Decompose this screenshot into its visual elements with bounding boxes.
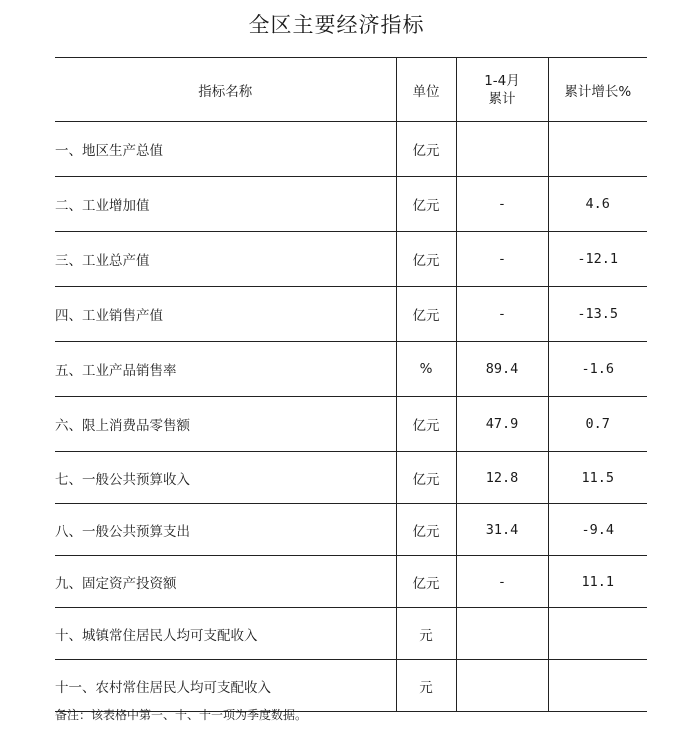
row-name: 三、工业总产值 xyxy=(55,232,396,287)
row-growth: 4.6 xyxy=(548,177,647,232)
row-cumulative: - xyxy=(456,177,548,232)
indicators-table xyxy=(55,57,647,712)
table-header-row xyxy=(55,58,647,122)
row-name: 六、限上消费品零售额 xyxy=(55,397,396,452)
table-footnote: 备注：该表格中第一、十、十一项为季度数据。 xyxy=(55,708,308,722)
row-unit: % xyxy=(396,342,456,397)
row-unit: 亿元 xyxy=(396,122,456,177)
table-row xyxy=(55,504,647,556)
row-cumulative: - xyxy=(456,556,548,608)
header-cumulative-period: 1-4月 xyxy=(484,72,520,89)
header-indicator-name: 指标名称 xyxy=(55,58,396,122)
header-unit: 单位 xyxy=(396,58,456,122)
row-cumulative: - xyxy=(456,232,548,287)
table-row xyxy=(55,177,647,232)
row-cumulative: 47.9 xyxy=(456,397,548,452)
row-unit: 元 xyxy=(396,608,456,660)
page-title: 全区主要经济指标 xyxy=(248,13,425,37)
row-name: 十、城镇常住居民人均可支配收入 xyxy=(55,608,396,660)
table-row xyxy=(55,660,647,712)
row-growth: -9.4 xyxy=(548,504,647,556)
row-growth xyxy=(548,608,647,660)
row-cumulative xyxy=(456,608,548,660)
row-name: 五、工业产品销售率 xyxy=(55,342,396,397)
row-cumulative xyxy=(456,122,548,177)
header-growth: 累计增长% xyxy=(548,58,647,122)
row-name: 九、固定资产投资额 xyxy=(55,556,396,608)
row-cumulative: 31.4 xyxy=(456,504,548,556)
row-growth: 11.5 xyxy=(548,452,647,504)
row-name: 四、工业销售产值 xyxy=(55,287,396,342)
row-name: 一、地区生产总值 xyxy=(55,122,396,177)
row-unit: 亿元 xyxy=(396,504,456,556)
row-name: 十一、农村常住居民人均可支配收入 xyxy=(55,660,396,712)
row-growth: 0.7 xyxy=(548,397,647,452)
row-growth: 11.1 xyxy=(548,556,647,608)
row-growth: -1.6 xyxy=(548,342,647,397)
row-cumulative: 12.8 xyxy=(456,452,548,504)
row-growth xyxy=(548,122,647,177)
table-row xyxy=(55,122,647,177)
row-unit: 亿元 xyxy=(396,556,456,608)
row-cumulative: - xyxy=(456,287,548,342)
row-unit: 亿元 xyxy=(396,452,456,504)
header-cumulative-label: 累计 xyxy=(488,90,516,107)
table-row xyxy=(55,287,647,342)
table-row xyxy=(55,342,647,397)
table-row xyxy=(55,556,647,608)
table-row xyxy=(55,608,647,660)
header-cumulative xyxy=(456,58,548,122)
table-row xyxy=(55,232,647,287)
row-unit: 亿元 xyxy=(396,232,456,287)
row-name: 二、工业增加值 xyxy=(55,177,396,232)
row-growth: -13.5 xyxy=(548,287,647,342)
row-unit: 元 xyxy=(396,660,456,712)
row-growth: -12.1 xyxy=(548,232,647,287)
table-row xyxy=(55,452,647,504)
row-cumulative: 89.4 xyxy=(456,342,548,397)
row-unit: 亿元 xyxy=(396,287,456,342)
row-unit: 亿元 xyxy=(396,177,456,232)
row-name: 八、一般公共预算支出 xyxy=(55,504,396,556)
row-name: 七、一般公共预算收入 xyxy=(55,452,396,504)
row-growth xyxy=(548,660,647,712)
table-row xyxy=(55,397,647,452)
row-unit: 亿元 xyxy=(396,397,456,452)
row-cumulative xyxy=(456,660,548,712)
